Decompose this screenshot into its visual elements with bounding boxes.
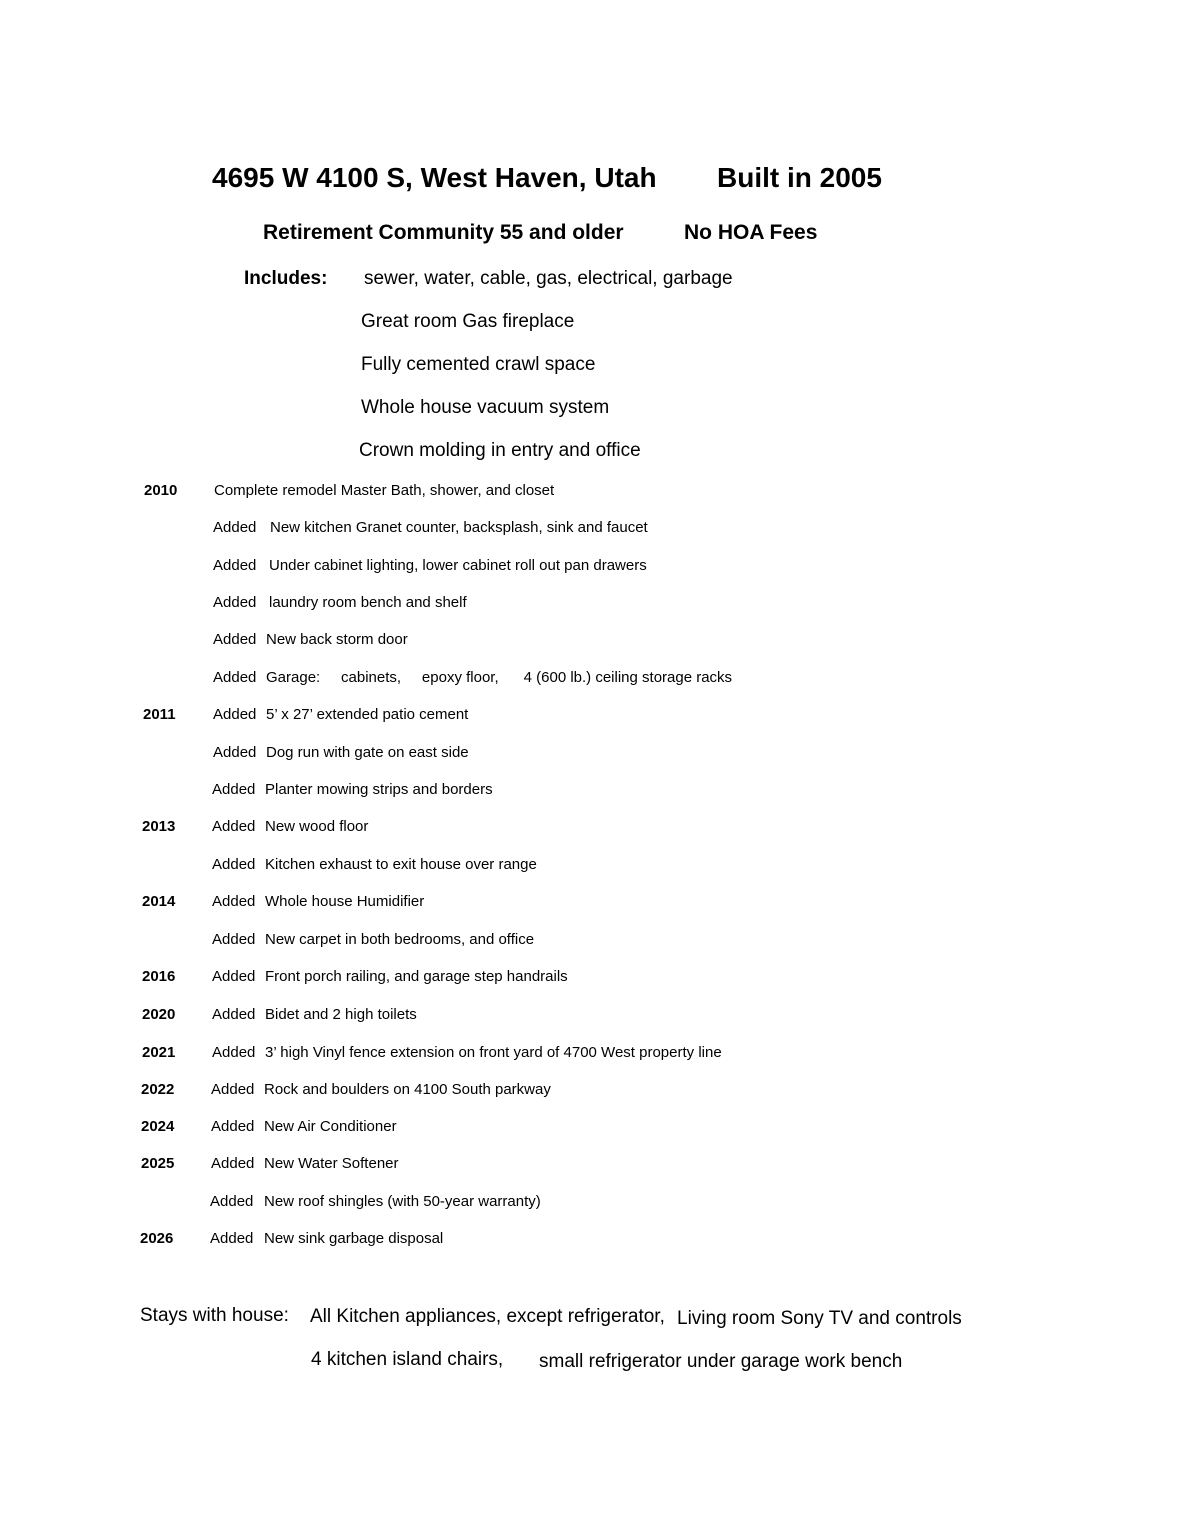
log-year: 2024	[141, 1118, 175, 1135]
log-added: Added	[213, 669, 257, 686]
log-added: Added	[213, 557, 257, 574]
log-added: Added	[213, 519, 257, 536]
log-text: Garage: cabinets, epoxy floor, 4 (600 lb.) ceiling storage racks	[266, 669, 733, 686]
hoa-fees: No HOA Fees	[684, 221, 818, 244]
log-year: 2022	[141, 1081, 175, 1098]
log-added: Added	[212, 968, 256, 985]
stays-item: Living room Sony TV and controls	[677, 1308, 962, 1329]
includes-item: Fully cemented crawl space	[361, 354, 596, 375]
log-text: Whole house Humidifier	[265, 893, 425, 910]
page-title: 4695 W 4100 S, West Haven, Utah	[212, 162, 657, 193]
log-added: Added	[212, 781, 256, 798]
log-text: New back storm door	[266, 631, 408, 648]
log-year: 2013	[142, 818, 176, 835]
stays-label: Stays with house:	[140, 1305, 289, 1326]
log-text: Bidet and 2 high toilets	[265, 1006, 417, 1023]
log-text: New carpet in both bedrooms, and office	[265, 931, 535, 948]
log-added: Added	[211, 1118, 255, 1135]
log-text: New Water Softener	[264, 1155, 399, 1172]
log-text: New Air Conditioner	[264, 1118, 397, 1135]
log-added: Added	[213, 744, 257, 761]
stays-item: small refrigerator under garage work bench	[539, 1351, 903, 1372]
log-text: Kitchen exhaust to exit house over range	[265, 856, 537, 873]
log-text: New wood floor	[265, 818, 369, 835]
includes-item: sewer, water, cable, gas, electrical, garbage	[364, 268, 733, 289]
log-added: Added	[213, 594, 257, 611]
log-added: Added	[210, 1230, 254, 1247]
log-added: Added	[212, 1044, 256, 1061]
log-year: 2021	[142, 1044, 176, 1061]
log-text: Front porch railing, and garage step handrails	[265, 968, 568, 985]
stays-item: 4 kitchen island chairs,	[311, 1349, 504, 1370]
includes-item: Great room Gas fireplace	[361, 311, 575, 332]
log-year: 2026	[140, 1230, 174, 1247]
log-text: 5’ x 27’ extended patio cement	[266, 706, 469, 723]
log-year: 2010	[144, 482, 178, 499]
log-text: Dog run with gate on east side	[266, 744, 469, 761]
log-text: Rock and boulders on 4100 South parkway	[264, 1081, 551, 1098]
log-text: laundry room bench and shelf	[269, 594, 467, 611]
stays-item: All Kitchen appliances, except refrigerator,	[310, 1306, 665, 1327]
log-added: Added	[212, 893, 256, 910]
log-text: Complete remodel Master Bath, shower, and closet	[214, 482, 555, 499]
log-text: New sink garbage disposal	[264, 1230, 444, 1247]
log-year: 2014	[142, 893, 176, 910]
log-added: Added	[213, 706, 257, 723]
community-type: Retirement Community 55 and older	[263, 221, 624, 244]
log-year: 2025	[141, 1155, 175, 1172]
log-added: Added	[212, 931, 256, 948]
log-added: Added	[211, 1155, 255, 1172]
log-added: Added	[212, 856, 256, 873]
log-added: Added	[212, 1006, 256, 1023]
log-text: New kitchen Granet counter, backsplash, sink and faucet	[270, 519, 648, 536]
built-year: Built in 2005	[717, 162, 882, 193]
log-text: New roof shingles (with 50-year warranty)	[264, 1193, 541, 1210]
log-added: Added	[212, 818, 256, 835]
log-year: 2011	[143, 706, 176, 723]
log-added: Added	[213, 631, 257, 648]
includes-item: Whole house vacuum system	[361, 397, 610, 418]
log-year: 2016	[142, 968, 176, 985]
log-added: Added	[210, 1193, 254, 1210]
log-added: Added	[211, 1081, 255, 1098]
log-text: 3’ high Vinyl fence extension on front yard of 4700 West property line	[265, 1044, 722, 1061]
log-text: Under cabinet lighting, lower cabinet roll out pan drawers	[269, 557, 647, 574]
includes-item: Crown molding in entry and office	[359, 440, 641, 461]
log-text: Planter mowing strips and borders	[265, 781, 493, 798]
includes-label: Includes:	[244, 268, 328, 289]
log-year: 2020	[142, 1006, 176, 1023]
